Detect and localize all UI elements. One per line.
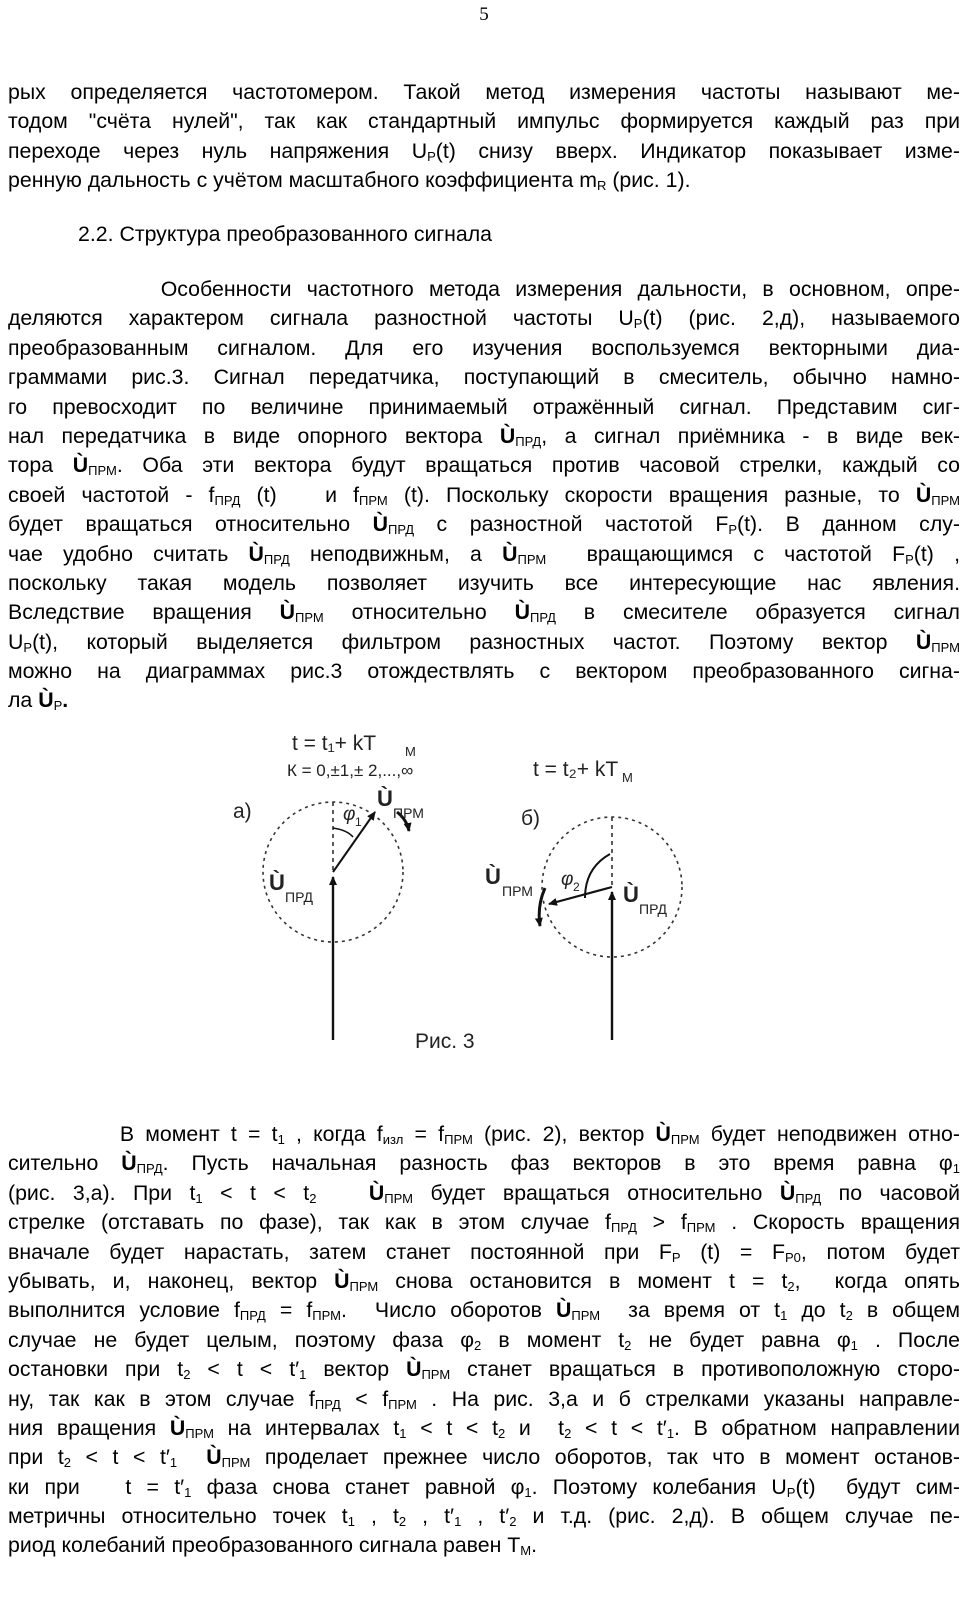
para2-line: Вследствие вращения $Ù_{ПРМ}$ относительно $Ù_{ПРД}$ в смесителе образуется сигнал: [8, 600, 960, 626]
angle-arc-a: [333, 828, 353, 837]
para2-line: Особенности частотного метода измерения дальности, в основном, опре-: [8, 277, 960, 301]
vector-u-prm-b: [549, 887, 612, 904]
para2-line: $U_P(t)$, который выделяется фильтром разностных частот. Поэтому вектор $Ù_{ПРМ}$: [8, 629, 960, 655]
u-prm-label-b: Ù: [485, 864, 501, 889]
para2-line: деляются характером сигнала разностной частоты $U_P(t)$ (рис. 2,д), называемого: [8, 306, 960, 332]
para3-line: (рис. 3,а). При $t_1 < t < t_2$ $Ù_{ПРМ}$ будет вращаться относительно $Ù_{ПРД}$ по часовой: [8, 1180, 960, 1206]
para1-line: ренную дальность с учётом масштабного коэффициента $m_R$ (рис. 1).: [8, 168, 691, 194]
equation-b: t = t₂+ kT: [533, 758, 619, 781]
section-heading: 2.2. Структура преобразованного сигнала: [78, 222, 493, 246]
phi2-sub: 2: [573, 880, 580, 894]
para3-line: риод колебаний преобразованного сигнала равен $T_M$.: [8, 1533, 538, 1559]
para3-line: сительно $Ù_{ПРД}$. Пусть начальная разность фаз векторов в это время равна $\varphi_1$: [8, 1151, 960, 1177]
figure-caption: Рис. 3: [415, 1030, 475, 1053]
u-prm-label-a: Ù: [377, 786, 393, 811]
paragraph-3: [8, 1120, 960, 1561]
u-prd-sub-b: ПРД: [639, 901, 667, 917]
panel-label-a: а): [233, 800, 252, 823]
u-prm-sub-b: ПРМ: [502, 883, 533, 899]
para2-line: го превосходит по величине принимаемый отражённый сигнал. Представим сиг-: [8, 394, 960, 419]
panel-label-b: б): [521, 807, 541, 830]
para3-line: ки при $t = t'_1$ фаза снова станет равной $\varphi_1$. Поэтому колебания $U_P(t)$ будут сим-: [8, 1474, 961, 1500]
k-values: К = 0,±1,± 2,...,∞: [287, 761, 414, 780]
para3-line: метричны относительно точек $t_1$ , $t_2$ , $t'_1$ , $t'_2$ и т.д. (рис. 2,д). В общем случае пе-: [8, 1504, 960, 1530]
para3-line: ния вращения $Ù_{ПРМ}$ на интервалах $t_1 < t < t_2$ и $t_2 < t < t'_1$. В обратном направлении: [8, 1415, 960, 1441]
para1-line: рых определяется частотомером. Такой метод измерения частоты называют ме-: [8, 80, 960, 104]
para3-line: вначале будет нарастать, затем станет постоянной при $F_P$ $(t) = F_{P0}$, потом будет: [8, 1239, 960, 1265]
paragraph-1: [8, 78, 960, 196]
para3-line: убывать, и, наконец, вектор $Ù_{ПРМ}$ снова остановится в момент $t = t_2$, когда опять: [8, 1268, 960, 1294]
para2-line: преобразованным сигналом. Для его изучения воспользуемся векторными диа-: [8, 335, 960, 360]
para3-line: при $t_2 < t < t'_1$ $Ù_{ПРМ}$ проделает прежнее число оборотов, так что в момент останов-: [8, 1445, 961, 1471]
para3-line: остановки при $t_2 < t < t'_1$ вектор $Ù_{ПРМ}$ станет вращаться в противоположную сторо-: [8, 1357, 960, 1383]
para3-line: выполнится условие $f_{ПРД} = f_{ПРМ}$. Число оборотов $Ù_{ПРМ}$ за время от $t_1$ до $t_2$ в общем: [8, 1298, 960, 1324]
para2-line: будет вращаться относительно $Ù_{ПРД}$ с разностной частотой $F_P(t)$. В данном слу-: [8, 512, 960, 538]
equation-a-sub: М: [405, 744, 416, 759]
equation-a: t = t₁+ kT: [292, 732, 377, 755]
para2-line: тора $Ù_{ПРМ}$. Оба эти вектора будут вращаться против часовой стрелки, каждый со: [8, 453, 960, 479]
phi1-sub: 1: [355, 815, 362, 829]
vector-diagram-svg: [215, 720, 755, 1100]
para3-line: стрелке (отставать по фазе), так как в этом случае $f_{ПРД} > f_{ПРМ}$ . Скорость вращения: [8, 1210, 960, 1236]
para2-line: поскольку такая модель позволяет изучить все интересующие нас явления.: [8, 570, 960, 595]
para2-line: нал передатчика в виде опорного вектора $Ù_{ПРД}$, а сигнал приёмника - в виде век-: [8, 423, 960, 449]
page-number: 5: [479, 4, 489, 25]
para2-line: ла $Ù_P$.: [8, 688, 69, 714]
para2-line: своей частотой - $f_{ПРД}$ (t) и $f_{ПРМ}$ (t). Поскольку скорости вращения разные, то $Ù_{ПРМ}$: [8, 482, 960, 508]
paragraph-2: [8, 275, 960, 716]
u-prd-label-b: Ù: [623, 882, 639, 907]
u-prm-sub-a: ПРМ: [393, 805, 424, 821]
phi2-label: φ: [561, 869, 574, 890]
para1-line: тодом "счёта нулей", так как стандартный импульс формируется каждый раз при: [8, 109, 960, 134]
para2-line: граммами рис.3. Сигнал передатчика, поступающий в смеситель, обычно намно-: [8, 365, 960, 390]
equation-b-sub: М: [622, 770, 633, 785]
u-prd-label-a: Ù: [269, 870, 285, 895]
u-prd-sub-a: ПРД: [285, 889, 313, 905]
rotation-arrow-b: [539, 888, 545, 926]
phi1-label: φ: [343, 804, 356, 825]
para3-line: В момент $t = t_1$ , когда $f_{изл} = f_{ПРМ}$ (рис. 2), вектор $Ù_{ПРМ}$ будет неподвижен отно-: [8, 1122, 960, 1147]
para3-line: случае не будет целым, поэтому фаза $\varphi_2$ в момент $t_2$ не будет равна $\varphi_1$ . После: [8, 1327, 960, 1353]
figure-3-vector-diagrams: [215, 720, 755, 1100]
para3-line: ну, так как в этом случае $f_{ПРД} < f_{ПРМ}$ . На рис. 3,а и б стрелками указаны направле-: [8, 1386, 960, 1412]
para1-line: переходе через нуль напряжения $U_P(t)$ снизу вверх. Индикатор показывает изме-: [8, 138, 960, 164]
para2-line: чае удобно считать $Ù_{ПРД}$ неподвижньм, а $Ù_{ПРМ}$ вращающимся с частотой $F_P(t)$ ,: [8, 541, 960, 567]
para2-line: можно на диаграммах рис.3 отождествлять с вектором преобразованного сигна-: [8, 659, 960, 684]
